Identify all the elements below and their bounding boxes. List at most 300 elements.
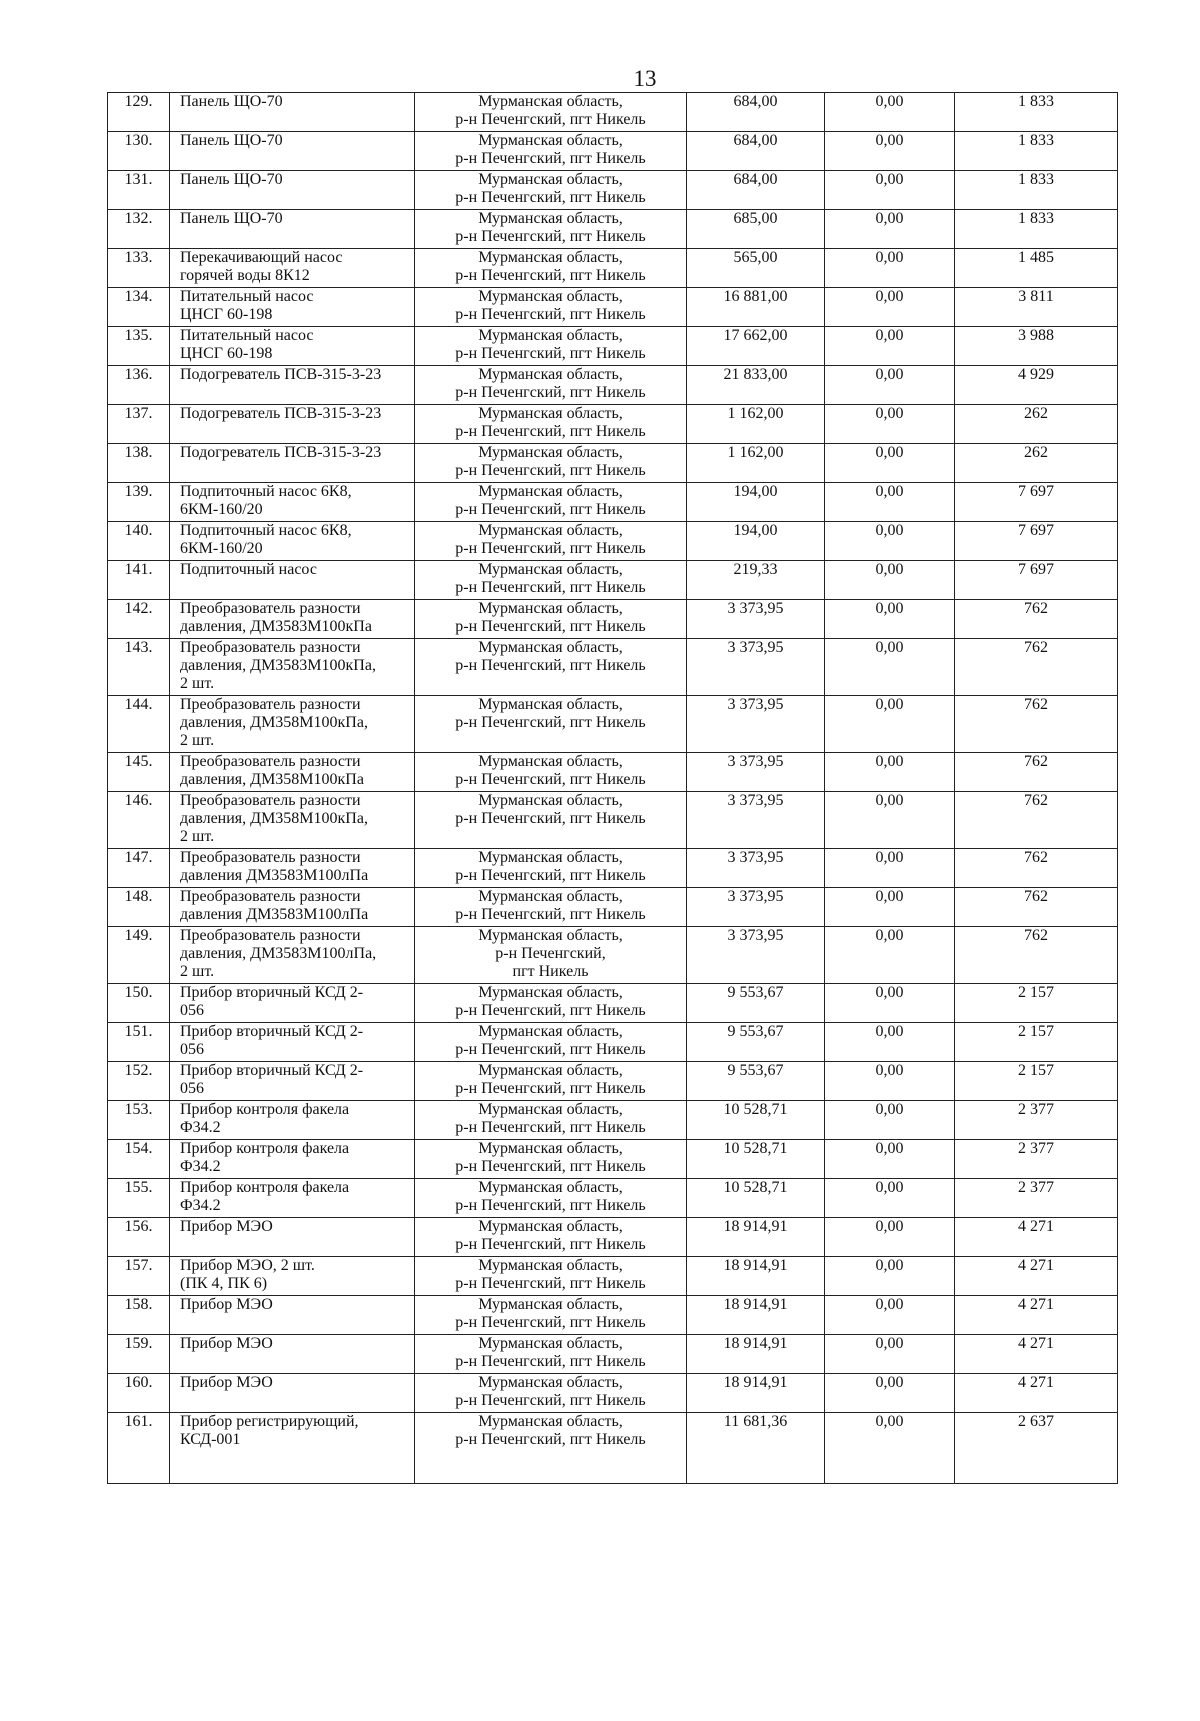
cost-cell: 3 373,95: [687, 639, 825, 696]
address-line: р-н Печенгский, пгт Никель: [455, 1314, 646, 1331]
cost-cell: 3 373,95: [687, 888, 825, 927]
value-cell: 7 697: [955, 561, 1118, 600]
cost-cell: 10 528,71: [687, 1179, 825, 1218]
address-cell: [415, 753, 687, 792]
address-line: Мурманская область,: [478, 849, 623, 866]
value-cell: 1 833: [955, 171, 1118, 210]
address-cell: [415, 405, 687, 444]
address-line: Мурманская область,: [478, 327, 623, 344]
item-name-line: Прибор регистрирующий,: [180, 1413, 359, 1430]
address-cell: [415, 888, 687, 927]
address-cell: [415, 696, 687, 753]
item-name-line: Подогреватель ПСВ-315-3-23: [180, 444, 382, 461]
residual-value-cell: 0,00: [825, 522, 955, 561]
address-line: р-н Печенгский, пгт Никель: [455, 1275, 646, 1292]
cost-cell: 3 373,95: [687, 753, 825, 792]
address-line: р-н Печенгский, пгт Никель: [455, 1158, 646, 1175]
table-row: [108, 288, 1118, 327]
row-number-cell: 135.: [108, 327, 170, 366]
table-row: [108, 444, 1118, 483]
item-name-cell: [170, 1179, 415, 1218]
address-line: Мурманская область,: [478, 753, 623, 770]
item-name-line: Преобразователь разности: [180, 927, 361, 944]
residual-value-cell: 0,00: [825, 327, 955, 366]
address-line: Мурманская область,: [478, 1023, 623, 1040]
value-cell: 2 637: [955, 1413, 1118, 1484]
address-cell: [415, 1296, 687, 1335]
item-name-line: Питательный насос: [180, 288, 314, 305]
residual-value-cell: 0,00: [825, 1062, 955, 1101]
table-row: [108, 1335, 1118, 1374]
residual-value-cell: 0,00: [825, 1101, 955, 1140]
cost-cell: 194,00: [687, 522, 825, 561]
value-cell: 4 271: [955, 1374, 1118, 1413]
address-cell: [415, 327, 687, 366]
residual-value-cell: 0,00: [825, 1179, 955, 1218]
row-number-cell: 137.: [108, 405, 170, 444]
cost-cell: 3 373,95: [687, 600, 825, 639]
cost-cell: 684,00: [687, 132, 825, 171]
table-row: [108, 1140, 1118, 1179]
item-name-line: Преобразователь разности: [180, 792, 361, 809]
table-row: [108, 696, 1118, 753]
row-number-cell: 132.: [108, 210, 170, 249]
address-line: Мурманская область,: [478, 1179, 623, 1196]
item-name-line: Панель ЩО-70: [180, 132, 283, 149]
residual-value-cell: 0,00: [825, 405, 955, 444]
item-name-line: Прибор МЭО, 2 шт.: [180, 1257, 315, 1274]
value-cell: 4 929: [955, 366, 1118, 405]
item-name-cell: [170, 366, 415, 405]
table-row: [108, 249, 1118, 288]
value-cell: 762: [955, 753, 1118, 792]
item-name-cell: [170, 696, 415, 753]
cost-cell: 565,00: [687, 249, 825, 288]
cost-cell: 10 528,71: [687, 1140, 825, 1179]
row-number-cell: 136.: [108, 366, 170, 405]
cost-cell: 10 528,71: [687, 1101, 825, 1140]
address-line: Мурманская область,: [478, 927, 623, 944]
item-name-cell: [170, 522, 415, 561]
address-line: Мурманская область,: [478, 792, 623, 809]
value-cell: 262: [955, 405, 1118, 444]
item-name-line: 6КМ-160/20: [180, 501, 263, 518]
row-number-cell: 129.: [108, 93, 170, 132]
value-cell: 3 811: [955, 288, 1118, 327]
item-name-line: Питательный насос: [180, 327, 314, 344]
value-cell: 2 377: [955, 1101, 1118, 1140]
value-cell: 7 697: [955, 522, 1118, 561]
value-cell: 7 697: [955, 483, 1118, 522]
item-name-line: КСД-001: [180, 1431, 241, 1448]
item-name-cell: [170, 405, 415, 444]
address-cell: [415, 249, 687, 288]
cost-cell: 9 553,67: [687, 984, 825, 1023]
address-line: Мурманская область,: [478, 600, 623, 617]
address-cell: [415, 171, 687, 210]
item-name-line: 2 шт.: [180, 675, 215, 692]
address-line: р-н Печенгский, пгт Никель: [455, 150, 646, 167]
item-name-line: 056: [180, 1041, 204, 1058]
cost-cell: 17 662,00: [687, 327, 825, 366]
row-number-cell: 140.: [108, 522, 170, 561]
table-row: [108, 171, 1118, 210]
table-row: [108, 405, 1118, 444]
address-cell: [415, 1140, 687, 1179]
value-cell: 762: [955, 600, 1118, 639]
item-name-line: Перекачивающий насос: [180, 249, 343, 266]
address-cell: [415, 1218, 687, 1257]
residual-value-cell: 0,00: [825, 639, 955, 696]
cost-cell: 194,00: [687, 483, 825, 522]
item-name-line: Преобразователь разности: [180, 849, 361, 866]
address-cell: [415, 792, 687, 849]
address-line: Мурманская область,: [478, 1062, 623, 1079]
item-name-line: Прибор контроля факела: [180, 1140, 350, 1157]
item-name-cell: [170, 792, 415, 849]
item-name-line: Ф34.2: [180, 1197, 221, 1214]
table-row: [108, 849, 1118, 888]
address-line: р-н Печенгский, пгт Никель: [455, 111, 646, 128]
page-number: 13: [633, 66, 657, 91]
item-name-line: давления ДМ3583М100лПа: [180, 867, 369, 884]
cost-cell: 18 914,91: [687, 1218, 825, 1257]
item-name-line: Преобразователь разности: [180, 600, 361, 617]
value-cell: 1 833: [955, 132, 1118, 171]
row-number-cell: 142.: [108, 600, 170, 639]
row-number-cell: 141.: [108, 561, 170, 600]
value-cell: 2 157: [955, 1062, 1118, 1101]
address-line: Мурманская область,: [478, 483, 623, 500]
item-name-line: давления, ДМ358М100кПа,: [180, 714, 368, 731]
table-row: [108, 210, 1118, 249]
address-line: р-н Печенгский, пгт Никель: [455, 540, 646, 557]
residual-value-cell: 0,00: [825, 1335, 955, 1374]
value-cell: 2 157: [955, 984, 1118, 1023]
address-cell: [415, 639, 687, 696]
item-name-cell: [170, 171, 415, 210]
residual-value-cell: 0,00: [825, 483, 955, 522]
row-number-cell: 152.: [108, 1062, 170, 1101]
item-name-cell: [170, 1296, 415, 1335]
item-name-line: давления ДМ3583М100лПа: [180, 906, 369, 923]
address-line: Мурманская область,: [478, 1413, 623, 1430]
address-line: Мурманская область,: [478, 171, 623, 188]
value-cell: 2 377: [955, 1179, 1118, 1218]
item-name-cell: [170, 849, 415, 888]
table-row: [108, 561, 1118, 600]
item-name-cell: [170, 927, 415, 984]
item-name-line: Прибор контроля факела: [180, 1179, 350, 1196]
table-row: [108, 1218, 1118, 1257]
item-name-cell: [170, 888, 415, 927]
address-line: р-н Печенгский,: [495, 945, 606, 962]
address-line: Мурманская область,: [478, 132, 623, 149]
residual-value-cell: 0,00: [825, 210, 955, 249]
table-row: [108, 600, 1118, 639]
value-cell: 262: [955, 444, 1118, 483]
table-row: [108, 522, 1118, 561]
row-number-cell: 157.: [108, 1257, 170, 1296]
item-name-line: Прибор вторичный КСД 2-: [180, 984, 364, 1001]
value-cell: 4 271: [955, 1335, 1118, 1374]
address-line: Мурманская область,: [478, 405, 623, 422]
row-number-cell: 161.: [108, 1413, 170, 1484]
residual-value-cell: 0,00: [825, 132, 955, 171]
address-cell: [415, 132, 687, 171]
row-number-cell: 158.: [108, 1296, 170, 1335]
address-line: р-н Печенгский, пгт Никель: [455, 1392, 646, 1409]
address-line: Мурманская область,: [478, 210, 623, 227]
address-line: р-н Печенгский, пгт Никель: [455, 501, 646, 518]
table-row: [108, 1062, 1118, 1101]
table-row: [108, 927, 1118, 984]
row-number-cell: 143.: [108, 639, 170, 696]
address-line: Мурманская область,: [478, 1101, 623, 1118]
row-number-cell: 146.: [108, 792, 170, 849]
row-number-cell: 133.: [108, 249, 170, 288]
item-name-line: 056: [180, 1002, 204, 1019]
table-row: [108, 1296, 1118, 1335]
table-row: [108, 483, 1118, 522]
table-row: [108, 132, 1118, 171]
row-number-cell: 134.: [108, 288, 170, 327]
item-name-line: 2 шт.: [180, 732, 215, 749]
address-line: р-н Печенгский, пгт Никель: [455, 657, 646, 674]
item-name-line: Прибор МЭО: [180, 1335, 273, 1352]
cost-cell: 11 681,36: [687, 1413, 825, 1484]
address-line: р-н Печенгский, пгт Никель: [455, 906, 646, 923]
value-cell: 2 157: [955, 1023, 1118, 1062]
address-line: р-н Печенгский, пгт Никель: [455, 1353, 646, 1370]
property-registry-table: [107, 92, 1118, 1484]
address-line: р-н Печенгский, пгт Никель: [455, 1236, 646, 1253]
table-row: [108, 1257, 1118, 1296]
row-number-cell: 149.: [108, 927, 170, 984]
cost-cell: 685,00: [687, 210, 825, 249]
item-name-line: давления, ДМ358М100кПа: [180, 771, 364, 788]
item-name-line: горячей воды 8К12: [180, 267, 310, 284]
address-line: р-н Печенгский, пгт Никель: [455, 267, 646, 284]
table-row: [108, 639, 1118, 696]
address-cell: [415, 210, 687, 249]
cost-cell: 3 373,95: [687, 927, 825, 984]
item-name-line: Подогреватель ПСВ-315-3-23: [180, 366, 382, 383]
residual-value-cell: 0,00: [825, 444, 955, 483]
row-number-cell: 131.: [108, 171, 170, 210]
cost-cell: 21 833,00: [687, 366, 825, 405]
table-row: [108, 984, 1118, 1023]
item-name-line: Панель ЩО-70: [180, 171, 283, 188]
row-number-cell: 154.: [108, 1140, 170, 1179]
address-line: р-н Печенгский, пгт Никель: [455, 1041, 646, 1058]
address-line: р-н Печенгский, пгт Никель: [455, 462, 646, 479]
address-line: Мурманская область,: [478, 1335, 623, 1352]
item-name-line: Прибор МЭО: [180, 1218, 273, 1235]
item-name-cell: [170, 1374, 415, 1413]
address-cell: [415, 600, 687, 639]
value-cell: 762: [955, 639, 1118, 696]
value-cell: 1 833: [955, 93, 1118, 132]
address-line: р-н Печенгский, пгт Никель: [455, 1002, 646, 1019]
residual-value-cell: 0,00: [825, 1023, 955, 1062]
item-name-line: Прибор МЭО: [180, 1296, 273, 1313]
address-cell: [415, 927, 687, 984]
residual-value-cell: 0,00: [825, 753, 955, 792]
address-line: Мурманская область,: [478, 288, 623, 305]
address-line: р-н Печенгский, пгт Никель: [455, 1080, 646, 1097]
item-name-cell: [170, 561, 415, 600]
value-cell: 4 271: [955, 1257, 1118, 1296]
item-name-line: (ПК 4, ПК 6): [180, 1275, 268, 1292]
address-line: Мурманская область,: [478, 366, 623, 383]
address-line: Мурманская область,: [478, 696, 623, 713]
row-number-cell: 153.: [108, 1101, 170, 1140]
row-number-cell: 155.: [108, 1179, 170, 1218]
cost-cell: 3 373,95: [687, 696, 825, 753]
address-cell: [415, 93, 687, 132]
item-name-cell: [170, 1218, 415, 1257]
cost-cell: 18 914,91: [687, 1257, 825, 1296]
residual-value-cell: 0,00: [825, 1374, 955, 1413]
address-line: р-н Печенгский, пгт Никель: [455, 810, 646, 827]
row-number-cell: 147.: [108, 849, 170, 888]
table-row: [108, 1374, 1118, 1413]
cost-cell: 3 373,95: [687, 792, 825, 849]
residual-value-cell: 0,00: [825, 171, 955, 210]
value-cell: 1 833: [955, 210, 1118, 249]
address-line: Мурманская область,: [478, 93, 623, 110]
item-name-line: Ф34.2: [180, 1158, 221, 1175]
item-name-cell: [170, 444, 415, 483]
row-number-cell: 138.: [108, 444, 170, 483]
item-name-line: Панель ЩО-70: [180, 93, 283, 110]
address-cell: [415, 444, 687, 483]
value-cell: 1 485: [955, 249, 1118, 288]
address-line: р-н Печенгский, пгт Никель: [455, 189, 646, 206]
item-name-line: давления, ДМ3583М100лПа,: [180, 945, 377, 962]
address-line: Мурманская область,: [478, 249, 623, 266]
address-line: Мурманская область,: [478, 888, 623, 905]
address-cell: [415, 1257, 687, 1296]
value-cell: 762: [955, 849, 1118, 888]
item-name-cell: [170, 1413, 415, 1484]
cost-cell: 18 914,91: [687, 1335, 825, 1374]
item-name-cell: [170, 483, 415, 522]
item-name-line: Преобразователь разности: [180, 639, 361, 656]
address-cell: [415, 483, 687, 522]
item-name-line: ЦНСГ 60-198: [180, 345, 273, 362]
value-cell: 3 988: [955, 327, 1118, 366]
address-cell: [415, 288, 687, 327]
address-line: р-н Печенгский, пгт Никель: [455, 423, 646, 440]
address-line: р-н Печенгский, пгт Никель: [455, 1197, 646, 1214]
address-cell: [415, 522, 687, 561]
table-row: [108, 1413, 1118, 1484]
item-name-line: Подпиточный насос 6К8,: [180, 483, 352, 500]
address-cell: [415, 366, 687, 405]
value-cell: 2 377: [955, 1140, 1118, 1179]
item-name-line: давления, ДМ3583М100кПа,: [180, 657, 376, 674]
item-name-cell: [170, 1101, 415, 1140]
cost-cell: 1 162,00: [687, 405, 825, 444]
residual-value-cell: 0,00: [825, 849, 955, 888]
table-row: [108, 1023, 1118, 1062]
value-cell: 4 271: [955, 1218, 1118, 1257]
address-cell: [415, 1101, 687, 1140]
value-cell: 762: [955, 696, 1118, 753]
address-line: р-н Печенгский, пгт Никель: [455, 345, 646, 362]
value-cell: 4 271: [955, 1296, 1118, 1335]
table-row: [108, 1101, 1118, 1140]
address-cell: [415, 561, 687, 600]
address-line: р-н Печенгский, пгт Никель: [455, 714, 646, 731]
address-cell: [415, 849, 687, 888]
row-number-cell: 160.: [108, 1374, 170, 1413]
item-name-cell: [170, 93, 415, 132]
cost-cell: 219,33: [687, 561, 825, 600]
value-cell: 762: [955, 888, 1118, 927]
address-line: Мурманская область,: [478, 639, 623, 656]
address-line: р-н Печенгский, пгт Никель: [455, 1119, 646, 1136]
residual-value-cell: 0,00: [825, 1413, 955, 1484]
row-number-cell: 156.: [108, 1218, 170, 1257]
item-name-line: Преобразователь разности: [180, 753, 361, 770]
row-number-cell: 151.: [108, 1023, 170, 1062]
address-line: р-н Печенгский, пгт Никель: [455, 579, 646, 596]
address-line: Мурманская область,: [478, 444, 623, 461]
address-line: р-н Печенгский, пгт Никель: [455, 771, 646, 788]
address-cell: [415, 1374, 687, 1413]
item-name-line: Подпиточный насос 6К8,: [180, 522, 352, 539]
item-name-line: Прибор МЭО: [180, 1374, 273, 1391]
address-line: р-н Печенгский, пгт Никель: [455, 1431, 646, 1448]
item-name-line: Преобразователь разности: [180, 696, 361, 713]
row-number-cell: 144.: [108, 696, 170, 753]
item-name-line: Панель ЩО-70: [180, 210, 283, 227]
address-cell: [415, 984, 687, 1023]
item-name-cell: [170, 600, 415, 639]
registry-body: [108, 93, 1118, 1484]
cost-cell: 3 373,95: [687, 849, 825, 888]
cost-cell: 684,00: [687, 93, 825, 132]
item-name-line: Ф34.2: [180, 1119, 221, 1136]
item-name-line: Преобразователь разности: [180, 888, 361, 905]
cost-cell: 9 553,67: [687, 1062, 825, 1101]
item-name-line: Прибор вторичный КСД 2-: [180, 1062, 364, 1079]
address-line: Мурманская область,: [478, 1374, 623, 1391]
address-cell: [415, 1062, 687, 1101]
cost-cell: 18 914,91: [687, 1374, 825, 1413]
address-cell: [415, 1335, 687, 1374]
row-number-cell: 159.: [108, 1335, 170, 1374]
address-line: р-н Печенгский, пгт Никель: [455, 867, 646, 884]
row-number-cell: 139.: [108, 483, 170, 522]
address-line: Мурманская область,: [478, 522, 623, 539]
address-line: Мурманская область,: [478, 561, 623, 578]
row-number-cell: 130.: [108, 132, 170, 171]
item-name-line: 2 шт.: [180, 828, 215, 845]
item-name-cell: [170, 639, 415, 696]
item-name-line: Подогреватель ПСВ-315-3-23: [180, 405, 382, 422]
value-cell: 762: [955, 927, 1118, 984]
item-name-line: ЦНСГ 60-198: [180, 306, 273, 323]
residual-value-cell: 0,00: [825, 696, 955, 753]
item-name-cell: [170, 1140, 415, 1179]
item-name-cell: [170, 1023, 415, 1062]
cost-cell: 1 162,00: [687, 444, 825, 483]
residual-value-cell: 0,00: [825, 1296, 955, 1335]
